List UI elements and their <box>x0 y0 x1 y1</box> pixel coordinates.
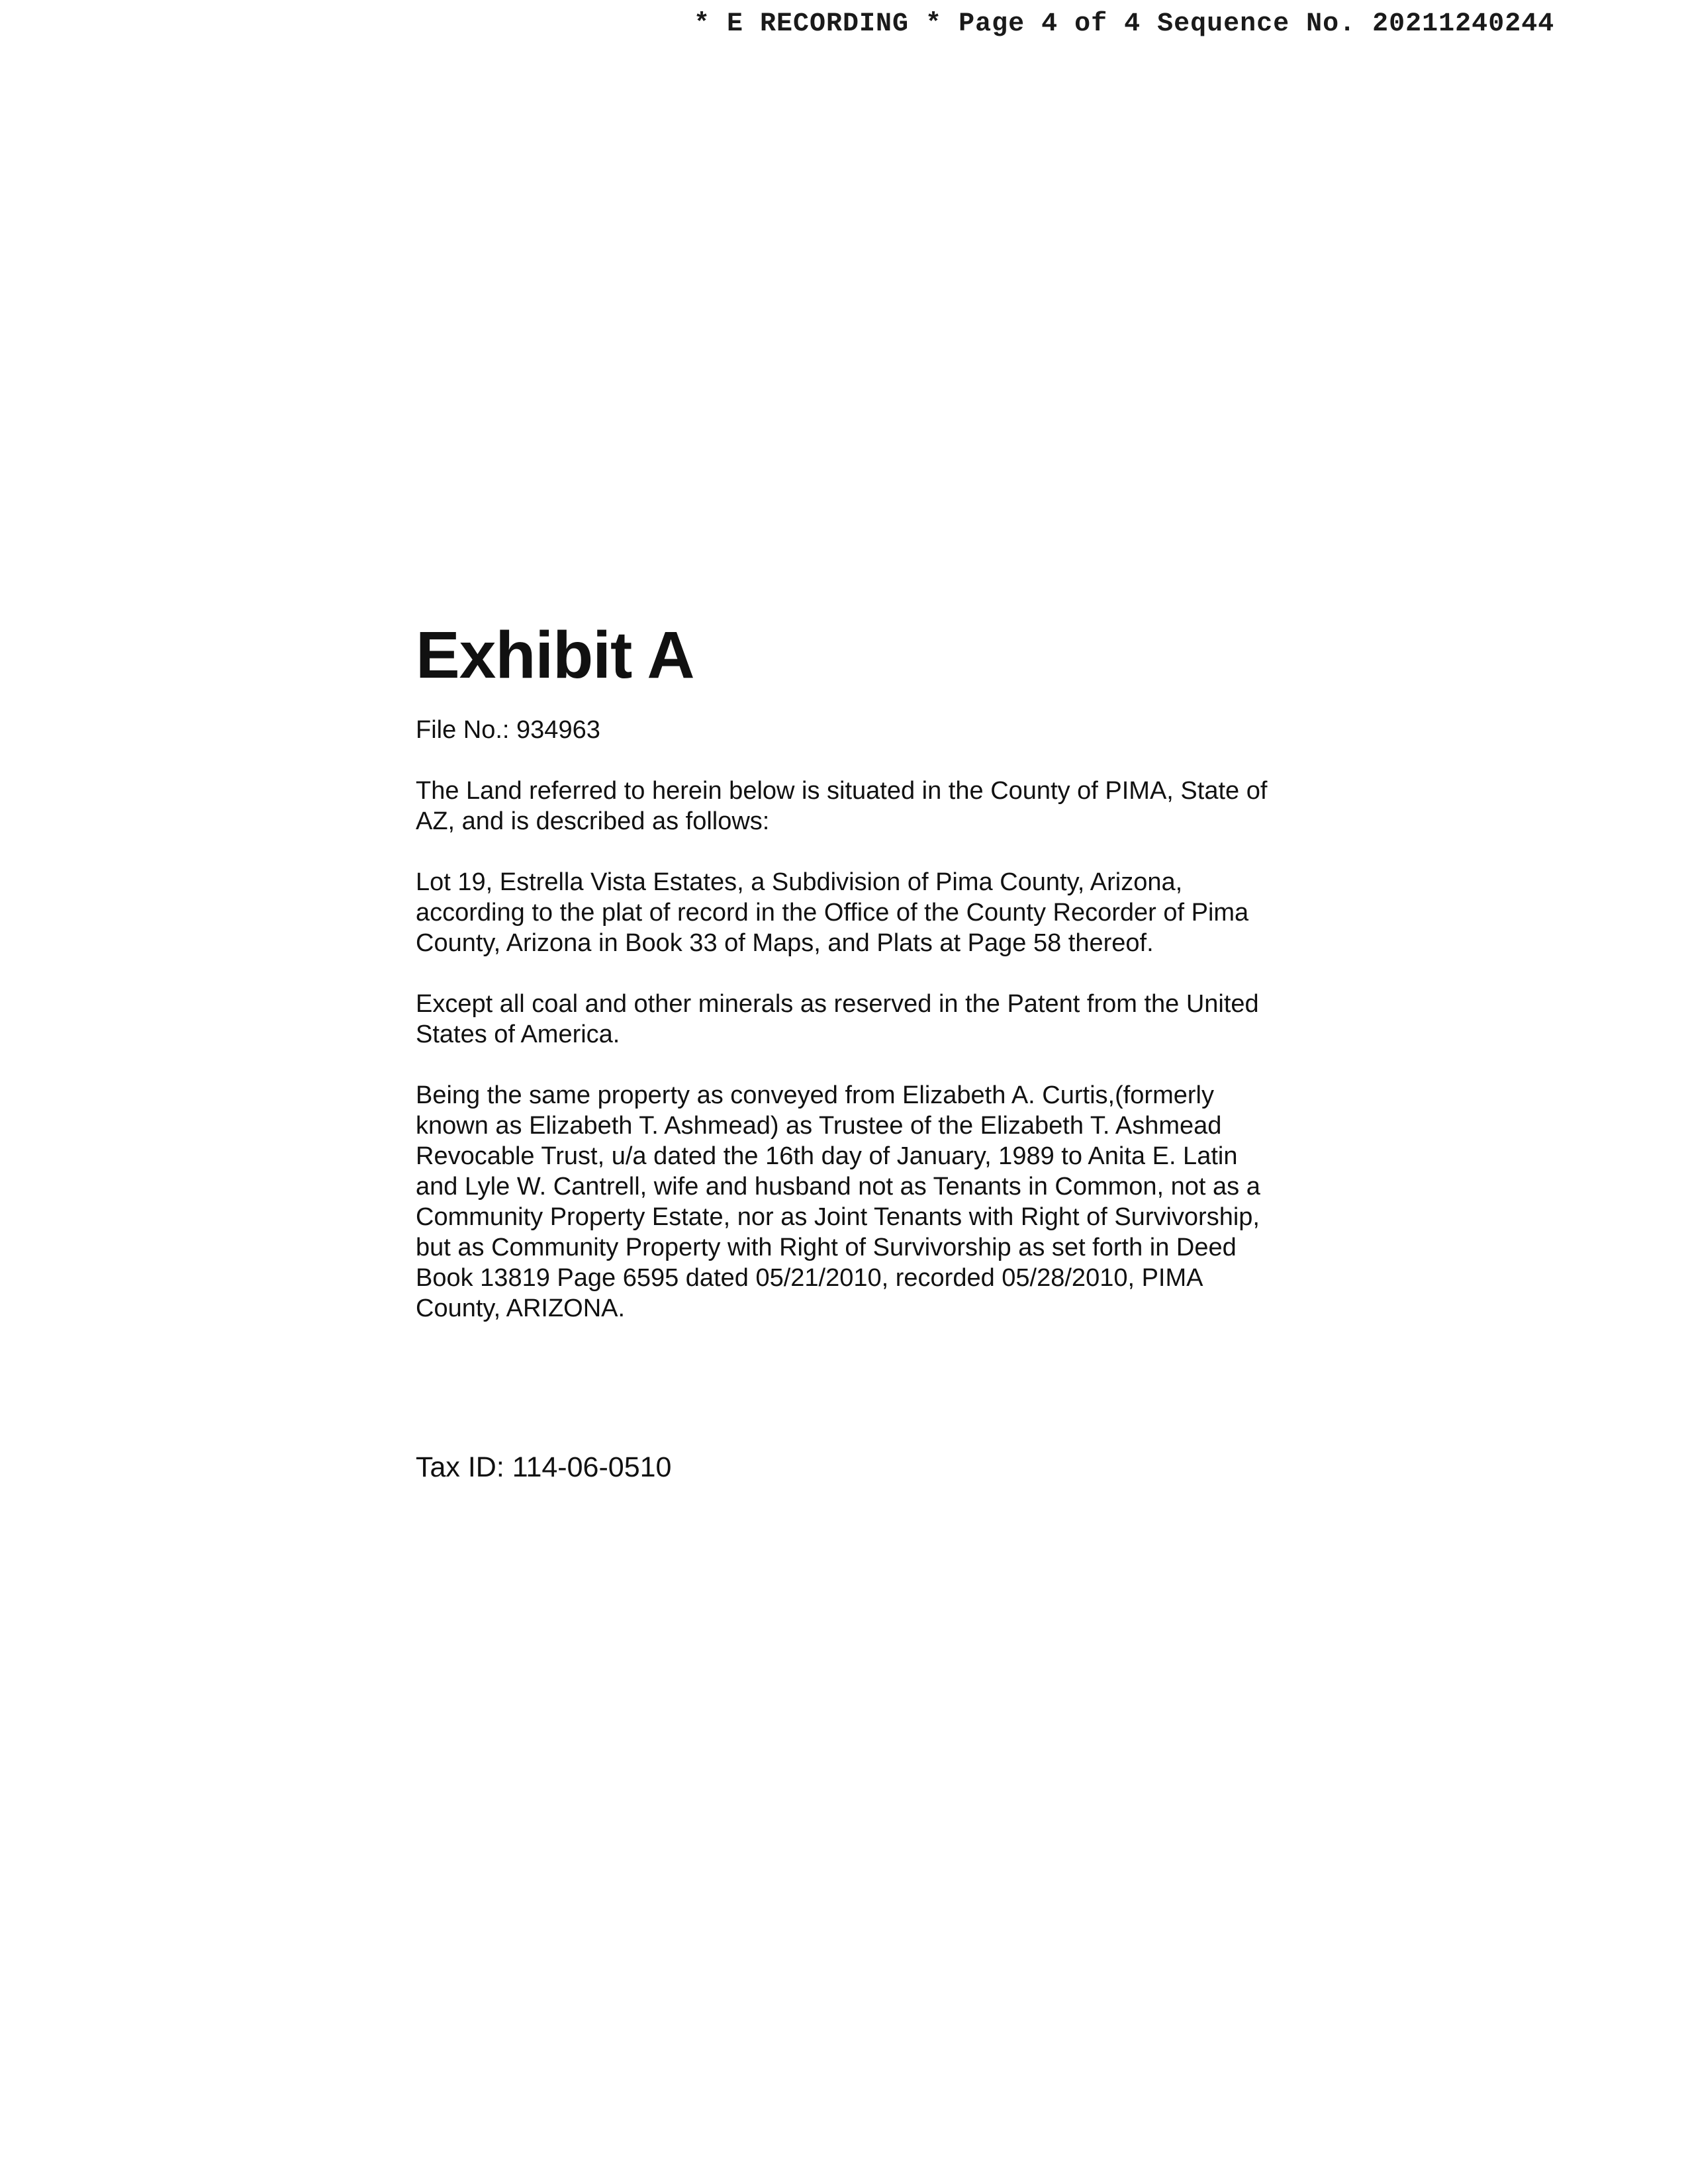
exhibit-content <box>416 615 1276 1354</box>
lot-description-paragraph: Lot 19, Estrella Vista Estates, a Subdivision of Pima County, Arizona, according to the plat of record in the Office of the County Recorder of Pima County, Arizona in Book 33 of Maps, and Plats at Page 58 thereof. <box>416 868 1249 957</box>
mineral-exception-paragraph: Except all coal and other minerals as reserved in the Patent from the United States of America. <box>416 990 1259 1048</box>
recording-header: * E RECORDING * Page 4 of 4 Sequence No. 20211240244 <box>694 9 1555 39</box>
tax-id: Tax ID: 114-06-0510 <box>416 1451 672 1483</box>
land-location-paragraph: The Land referred to herein below is situated in the County of PIMA, State of AZ, and is described as follows: <box>416 777 1268 835</box>
file-number: File No.: 934963 <box>416 716 600 744</box>
conveyance-paragraph: Being the same property as conveyed from Elizabeth A. Curtis,(formerly known as Elizabeth T. Ashmead) as Trustee of the Elizabeth T. Ashmead Revocable Trust, u/a dated the 16th day of January, 1989 to Anita E. Latin and Lyle W. Cantrell, wife and husband not as Tenants in Common, not as a Community Property Estate, nor as Joint Tenants with Right of Survivorship, but as Community Property with Right of Survivorship as set forth in Deed Book 13819 Page 6595 dated 05/21/2010, recorded 05/28/2010, PIMA County, ARIZONA. <box>416 1081 1260 1322</box>
exhibit-title: Exhibit A <box>416 618 694 692</box>
